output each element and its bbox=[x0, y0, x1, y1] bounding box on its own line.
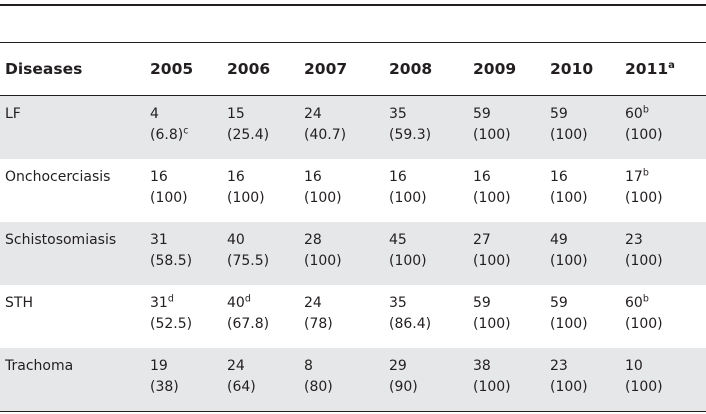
value-cell bbox=[473, 159, 550, 222]
percent-value bbox=[473, 124, 550, 146]
count-number: 4 bbox=[150, 106, 159, 122]
percent-value bbox=[550, 250, 625, 272]
disease-name-cell bbox=[0, 348, 150, 411]
percent-value bbox=[304, 376, 389, 398]
percent-number: (100) bbox=[304, 253, 342, 269]
percent-number: (75.5) bbox=[227, 253, 270, 269]
count-number: 15 bbox=[227, 106, 245, 122]
header-cell-2005: 2005 bbox=[150, 60, 194, 78]
header-cell-2009: 2009 bbox=[473, 60, 517, 78]
table-row bbox=[0, 222, 706, 285]
top-rule bbox=[0, 4, 706, 6]
table-row bbox=[0, 285, 706, 348]
count-value bbox=[227, 222, 304, 250]
disease-name: Schistosomiasis bbox=[5, 232, 117, 248]
table-body bbox=[0, 96, 706, 411]
value-cell bbox=[150, 222, 227, 285]
value-cell bbox=[227, 285, 304, 348]
disease-name: LF bbox=[5, 106, 21, 122]
percent-value bbox=[625, 250, 706, 272]
count-number: 28 bbox=[304, 232, 322, 248]
count-value bbox=[473, 348, 550, 376]
value-cell bbox=[625, 285, 706, 348]
table-row bbox=[0, 159, 706, 222]
percent-value bbox=[625, 376, 706, 398]
percent-number: (58.5) bbox=[150, 253, 193, 269]
count-number: 60 bbox=[625, 106, 643, 122]
percent-value bbox=[550, 376, 625, 398]
header-cell-2006: 2006 bbox=[227, 60, 271, 78]
header-cell-2008: 2008 bbox=[389, 60, 433, 78]
percent-number: (38) bbox=[150, 379, 179, 395]
count-number: 40 bbox=[227, 295, 245, 311]
percent-value bbox=[473, 250, 550, 272]
percent-value bbox=[227, 313, 304, 335]
header-cell-diseases: Diseases bbox=[5, 60, 83, 78]
value-cell bbox=[389, 222, 473, 285]
percent-number: (100) bbox=[473, 190, 511, 206]
count-value bbox=[550, 348, 625, 376]
percent-value bbox=[227, 187, 304, 209]
count-number: 60 bbox=[625, 295, 643, 311]
disease-name: STH bbox=[5, 295, 33, 311]
value-cell bbox=[625, 96, 706, 159]
count-value bbox=[304, 159, 389, 187]
value-cell bbox=[389, 96, 473, 159]
count-number: 8 bbox=[304, 358, 313, 374]
count-value bbox=[473, 159, 550, 187]
percent-value bbox=[227, 250, 304, 272]
percent-value bbox=[150, 124, 227, 146]
disease-name: Onchocerciasis bbox=[5, 169, 111, 185]
percent-number: (67.8) bbox=[227, 316, 270, 332]
value-cell bbox=[625, 159, 706, 222]
header-cell-2011: 2011$^a$ bbox=[625, 59, 675, 78]
percent-number: (100) bbox=[473, 316, 511, 332]
percent-value bbox=[304, 250, 389, 272]
count-value bbox=[150, 348, 227, 376]
value-cell bbox=[389, 285, 473, 348]
percent-value bbox=[550, 124, 625, 146]
value-cell bbox=[150, 348, 227, 411]
count-number: 23 bbox=[550, 358, 568, 374]
count-number: 24 bbox=[227, 358, 245, 374]
percent-number: (100) bbox=[389, 190, 427, 206]
value-cell bbox=[304, 222, 389, 285]
count-number: 29 bbox=[389, 358, 407, 374]
disease-name: Trachoma bbox=[5, 358, 74, 374]
percent-value bbox=[550, 313, 625, 335]
count-number: 17 bbox=[625, 169, 643, 185]
count-value bbox=[625, 222, 706, 250]
disease-name-cell bbox=[0, 285, 150, 348]
header-footnote-mark: a bbox=[668, 59, 675, 71]
count-number: 16 bbox=[227, 169, 245, 185]
percent-value bbox=[304, 313, 389, 335]
value-cell bbox=[473, 222, 550, 285]
count-number: 59 bbox=[550, 106, 568, 122]
table-row bbox=[0, 348, 706, 411]
value-cell bbox=[550, 285, 625, 348]
percent-number: (100) bbox=[550, 316, 588, 332]
value-cell bbox=[389, 348, 473, 411]
percent-number: (100) bbox=[473, 127, 511, 143]
table-row bbox=[0, 96, 706, 159]
count-value bbox=[550, 222, 625, 250]
percent-number: (100) bbox=[625, 253, 663, 269]
percent-value bbox=[625, 313, 706, 335]
value-cell bbox=[473, 285, 550, 348]
count-value bbox=[227, 348, 304, 376]
table-header-row bbox=[0, 43, 706, 95]
data-table bbox=[0, 96, 706, 411]
count-number: 49 bbox=[550, 232, 568, 248]
percent-value bbox=[150, 187, 227, 209]
disease-name-cell bbox=[0, 159, 150, 222]
percent-value bbox=[389, 313, 473, 335]
percent-number: (40.7) bbox=[304, 127, 347, 143]
percent-value bbox=[389, 250, 473, 272]
percent-value bbox=[550, 187, 625, 209]
percent-number: (100) bbox=[625, 190, 663, 206]
percent-value bbox=[304, 124, 389, 146]
count-number: 38 bbox=[473, 358, 491, 374]
bottom-rule bbox=[0, 411, 706, 412]
percent-number: (90) bbox=[389, 379, 418, 395]
value-cell bbox=[473, 96, 550, 159]
count-number: 31 bbox=[150, 295, 168, 311]
count-value bbox=[550, 285, 625, 313]
header-cell-2007: 2007 bbox=[304, 60, 348, 78]
count-value bbox=[473, 222, 550, 250]
footnote-mark: b bbox=[642, 293, 649, 305]
count-value bbox=[304, 285, 389, 313]
count-value bbox=[150, 96, 227, 124]
value-cell bbox=[304, 348, 389, 411]
count-number: 35 bbox=[389, 106, 407, 122]
count-value bbox=[625, 348, 706, 376]
count-value bbox=[389, 159, 473, 187]
percent-number: (100) bbox=[473, 379, 511, 395]
percent-number: (86.4) bbox=[389, 316, 432, 332]
count-value bbox=[473, 285, 550, 313]
disease-name-cell bbox=[0, 222, 150, 285]
count-value bbox=[389, 222, 473, 250]
percent-number: (100) bbox=[550, 379, 588, 395]
count-value bbox=[150, 285, 227, 313]
count-value bbox=[389, 96, 473, 124]
percent-value bbox=[150, 313, 227, 335]
count-number: 40 bbox=[227, 232, 245, 248]
count-value bbox=[625, 285, 706, 313]
percent-number: (100) bbox=[389, 253, 427, 269]
percent-number: (100) bbox=[227, 190, 265, 206]
count-number: 16 bbox=[389, 169, 407, 185]
value-cell bbox=[625, 348, 706, 411]
count-number: 24 bbox=[304, 295, 322, 311]
percent-value bbox=[473, 376, 550, 398]
count-value bbox=[625, 159, 706, 187]
percent-value bbox=[389, 376, 473, 398]
percent-number: (100) bbox=[304, 190, 342, 206]
count-value bbox=[304, 348, 389, 376]
value-cell bbox=[550, 96, 625, 159]
percent-number: (64) bbox=[227, 379, 256, 395]
footnote-mark: b bbox=[642, 104, 649, 116]
value-cell bbox=[150, 159, 227, 222]
value-cell bbox=[304, 159, 389, 222]
footnote-mark: d bbox=[167, 293, 174, 305]
percent-number: (100) bbox=[550, 127, 588, 143]
percent-value bbox=[304, 187, 389, 209]
count-number: 24 bbox=[304, 106, 322, 122]
value-cell bbox=[550, 159, 625, 222]
count-value bbox=[389, 285, 473, 313]
percent-number: (100) bbox=[625, 316, 663, 332]
count-value bbox=[550, 96, 625, 124]
count-number: 19 bbox=[150, 358, 168, 374]
percent-value bbox=[227, 376, 304, 398]
count-number: 31 bbox=[150, 232, 168, 248]
count-value bbox=[227, 159, 304, 187]
percent-value bbox=[389, 187, 473, 209]
count-number: 10 bbox=[625, 358, 643, 374]
value-cell bbox=[227, 159, 304, 222]
footnote-mark: d bbox=[244, 293, 251, 305]
value-cell bbox=[625, 222, 706, 285]
percent-number: (78) bbox=[304, 316, 333, 332]
value-cell bbox=[227, 222, 304, 285]
percent-number: (100) bbox=[550, 253, 588, 269]
percent-number: (100) bbox=[625, 127, 663, 143]
value-cell bbox=[389, 159, 473, 222]
value-cell bbox=[304, 285, 389, 348]
count-value bbox=[304, 222, 389, 250]
count-value bbox=[150, 159, 227, 187]
percent-value bbox=[227, 124, 304, 146]
footnote-mark: b bbox=[642, 167, 649, 179]
value-cell bbox=[227, 348, 304, 411]
count-number: 23 bbox=[625, 232, 643, 248]
value-cell bbox=[150, 285, 227, 348]
percent-number: (6.8) bbox=[150, 127, 184, 143]
value-cell bbox=[150, 96, 227, 159]
count-number: 45 bbox=[389, 232, 407, 248]
count-value bbox=[550, 159, 625, 187]
percent-number: (100) bbox=[625, 379, 663, 395]
count-value bbox=[150, 222, 227, 250]
count-value bbox=[473, 96, 550, 124]
percent-value bbox=[473, 187, 550, 209]
percent-value bbox=[473, 313, 550, 335]
count-number: 59 bbox=[550, 295, 568, 311]
count-value bbox=[625, 96, 706, 124]
value-cell bbox=[227, 96, 304, 159]
percent-value bbox=[625, 187, 706, 209]
value-cell bbox=[304, 96, 389, 159]
percent-number: (80) bbox=[304, 379, 333, 395]
footnote-mark: c bbox=[183, 125, 189, 137]
count-number: 16 bbox=[304, 169, 322, 185]
percent-number: (52.5) bbox=[150, 316, 193, 332]
value-cell bbox=[473, 348, 550, 411]
percent-number: (100) bbox=[550, 190, 588, 206]
disease-name-cell bbox=[0, 96, 150, 159]
percent-number: (25.4) bbox=[227, 127, 270, 143]
count-number: 35 bbox=[389, 295, 407, 311]
value-cell bbox=[550, 222, 625, 285]
count-number: 59 bbox=[473, 295, 491, 311]
count-value bbox=[227, 96, 304, 124]
count-number: 16 bbox=[150, 169, 168, 185]
count-number: 59 bbox=[473, 106, 491, 122]
percent-value bbox=[389, 124, 473, 146]
count-number: 16 bbox=[550, 169, 568, 185]
value-cell bbox=[550, 348, 625, 411]
percent-value bbox=[625, 124, 706, 146]
percent-value bbox=[150, 376, 227, 398]
header-cell-2010: 2010 bbox=[550, 60, 594, 78]
percent-value bbox=[150, 250, 227, 272]
count-number: 27 bbox=[473, 232, 491, 248]
count-value bbox=[304, 96, 389, 124]
count-value bbox=[389, 348, 473, 376]
percent-number: (100) bbox=[473, 253, 511, 269]
count-value bbox=[227, 285, 304, 313]
count-number: 16 bbox=[473, 169, 491, 185]
percent-number: (100) bbox=[150, 190, 188, 206]
percent-number: (59.3) bbox=[389, 127, 432, 143]
